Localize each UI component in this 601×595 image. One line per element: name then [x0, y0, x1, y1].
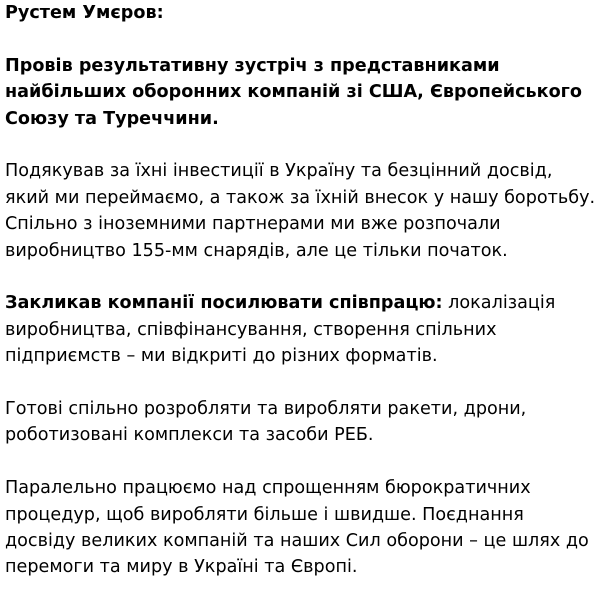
paragraph-gap	[5, 370, 597, 396]
paragraph-2-text: локалізація виробництва, співфінансування, створення спільних підприємств – ми відкриті до різних форматів.	[5, 293, 556, 367]
post-paragraph-3: Готові спільно розробляти та виробляти ракети, дрони, роботизовані комплекси та засоби РЕБ.	[5, 399, 527, 446]
post-text	[5, 0, 597, 581]
paragraph-gap	[5, 132, 597, 158]
paragraph-gap	[5, 449, 597, 475]
post-paragraph-2	[5, 290, 597, 369]
post-paragraph-4: Паралельно працюємо над спрощенням бюрократичних процедур, щоб виробляти більше і швидше. Поєднання досвіду великих компаній та наших Сил оборони – це шлях до перемоги та миру в Україні та Європі.	[5, 478, 589, 578]
post-paragraph-1: Подякував за їхні інвестиції в Україну та безцінний досвід, який ми переймаємо, а також за їхній внесок у нашу боротьбу. Спільно з іноземними партнерами ми вже розпочали виробництво 155-мм снарядів, але це тільки початок.	[5, 161, 596, 261]
paragraph-gap	[5, 26, 597, 52]
post-headline: Провів результативну зустріч з представниками найбільших оборонних компаній зі США, Європейського Союзу та Туреччини.	[5, 55, 582, 129]
paragraph-gap	[5, 264, 597, 290]
post-author: Рустем Умєров:	[5, 3, 164, 23]
paragraph-2-bold-lead: Закликав компанії посилювати співпрацю:	[5, 293, 443, 314]
